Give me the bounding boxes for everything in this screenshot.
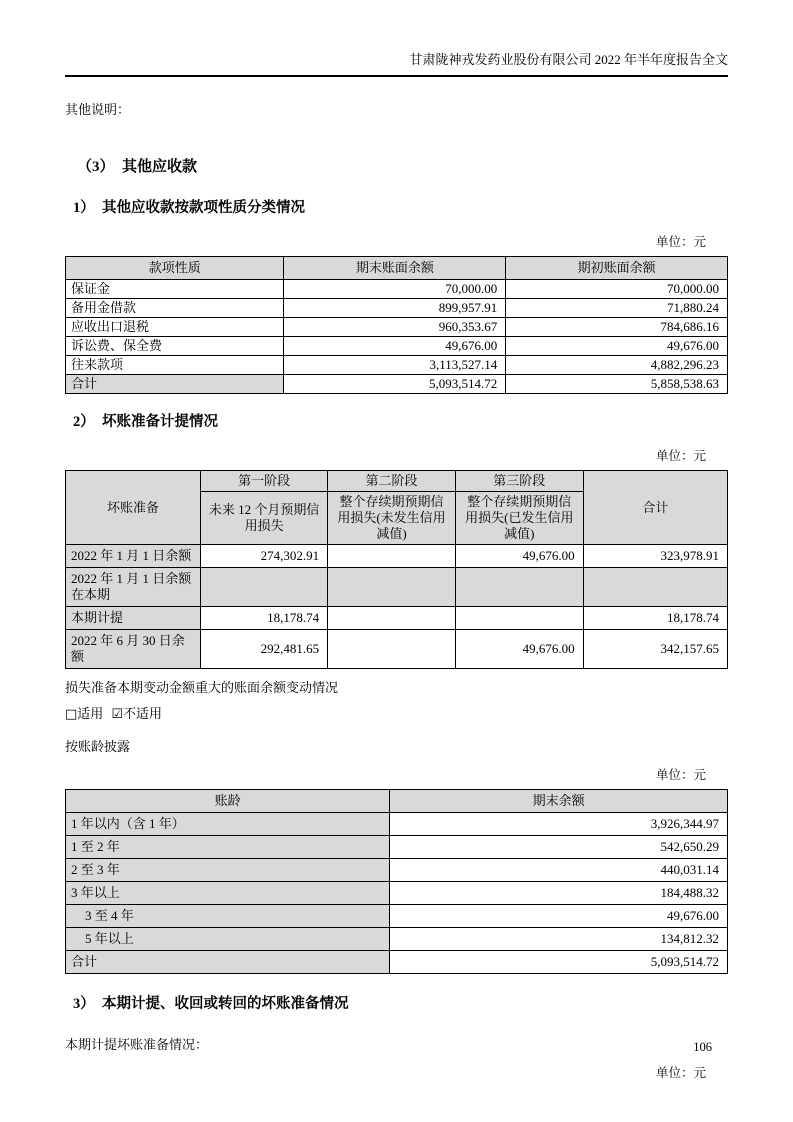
subsection-3-heading: 3） 本期计提、收回或转回的坏账准备情况 <box>73 996 349 1012</box>
row-label: 往来款项 <box>66 356 284 375</box>
row-label: 5 年以上 <box>66 928 390 951</box>
table-row <box>66 356 728 375</box>
row-label: 2022 年 6 月 30 日余额 <box>66 630 201 669</box>
cell-value: 5,093,514.72 <box>284 375 506 394</box>
section-3-heading: （3） 其他应收款 <box>77 159 198 175</box>
cell-value: 5,858,538.63 <box>506 375 728 394</box>
bad-debt-provision-table <box>65 470 728 669</box>
cell-value: 184,488.32 <box>390 882 728 905</box>
cell-value: 49,676.00 <box>506 337 728 356</box>
row-label: 本期计提 <box>66 607 201 630</box>
column-subheader: 整个存续期预期信用损失(未发生信用减值) <box>328 492 456 545</box>
checkbox-checked-icon: ☑ <box>111 707 123 722</box>
table-row <box>66 859 728 882</box>
cell-value: 292,481.65 <box>201 630 328 669</box>
column-subheader: 未来 12 个月预期信用损失 <box>201 492 328 545</box>
column-header: 期末余额 <box>390 790 728 813</box>
row-label: 1 年以内（含 1 年） <box>66 813 390 836</box>
other-receivables-by-nature-table <box>65 256 728 394</box>
cell-value <box>455 607 583 630</box>
cell-value <box>201 568 328 607</box>
cell-value: 342,157.65 <box>583 630 727 669</box>
cell-value: 323,978.91 <box>583 545 727 568</box>
row-label: 应收出口退税 <box>66 318 284 337</box>
column-header: 款项性质 <box>66 257 284 280</box>
unit-label: 单位：元 <box>655 768 706 782</box>
applicability-row <box>65 705 728 724</box>
table-row <box>66 630 728 669</box>
table-row <box>66 568 728 607</box>
cell-value <box>455 568 583 607</box>
row-label: 2 至 3 年 <box>66 859 390 882</box>
column-subheader: 整个存续期预期信用损失(已发生信用减值) <box>455 492 583 545</box>
row-label: 合计 <box>66 951 390 974</box>
corner-header: 坏账准备 <box>66 471 201 545</box>
cell-value: 784,686.16 <box>506 318 728 337</box>
table-row <box>66 318 728 337</box>
table-row <box>66 836 728 859</box>
doc-header-title: 甘肃陇神戎发药业股份有限公司 2022 年半年度报告全文 <box>65 52 728 77</box>
cell-value <box>328 568 456 607</box>
cell-value: 49,676.00 <box>390 905 728 928</box>
table-row <box>66 882 728 905</box>
unit-label: 单位：元 <box>655 449 706 463</box>
not-applicable-label: 不适用 <box>122 706 162 721</box>
column-header: 期末账面余额 <box>284 257 506 280</box>
column-header: 合计 <box>583 471 727 545</box>
aging-table <box>65 789 728 974</box>
cell-value: 71,880.24 <box>506 299 728 318</box>
cell-value <box>583 568 727 607</box>
not-applicable-option <box>111 706 162 721</box>
column-header: 期初账面余额 <box>506 257 728 280</box>
row-label: 诉讼费、保全费 <box>66 337 284 356</box>
row-label: 备用金借款 <box>66 299 284 318</box>
row-label: 保证金 <box>66 280 284 299</box>
cell-value: 440,031.14 <box>390 859 728 882</box>
unit-label: 单位：元 <box>655 1066 706 1080</box>
table-row <box>66 928 728 951</box>
column-header: 第三阶段 <box>455 471 583 492</box>
subsection-1-heading: 1） 其他应收款按款项性质分类情况 <box>73 200 305 216</box>
row-label: 3 年以上 <box>66 882 390 905</box>
cell-value: 3,926,344.97 <box>390 813 728 836</box>
table-header-row <box>66 257 728 280</box>
column-header: 第二阶段 <box>328 471 456 492</box>
table-header-row <box>66 790 728 813</box>
cell-value: 134,812.32 <box>390 928 728 951</box>
subsection-2-heading: 2） 坏账准备计提情况 <box>73 414 218 430</box>
row-label: 2022 年 1 月 1 日余额在本期 <box>66 568 201 607</box>
cell-value: 18,178.74 <box>583 607 727 630</box>
table-row <box>66 607 728 630</box>
table-row <box>66 905 728 928</box>
row-label: 1 至 2 年 <box>66 836 390 859</box>
cell-value: 49,676.00 <box>455 545 583 568</box>
cell-value: 5,093,514.72 <box>390 951 728 974</box>
row-label: 2022 年 1 月 1 日余额 <box>66 545 201 568</box>
table-row <box>66 813 728 836</box>
cell-value: 960,353.67 <box>284 318 506 337</box>
cell-value: 49,676.00 <box>455 630 583 669</box>
checkbox-unchecked-icon: □ <box>65 707 78 722</box>
table-total-row <box>66 375 728 394</box>
page-number: 106 <box>693 1040 712 1054</box>
table-row <box>66 299 728 318</box>
table-total-row <box>66 951 728 974</box>
cell-value: 70,000.00 <box>284 280 506 299</box>
aging-disclosure-note: 按账龄披露 <box>65 739 131 754</box>
applicable-label: 适用 <box>77 706 104 721</box>
cell-value: 3,113,527.14 <box>284 356 506 375</box>
column-header: 账龄 <box>66 790 390 813</box>
other-note: 其他说明： <box>65 102 131 117</box>
table-row <box>66 280 728 299</box>
cell-value <box>328 545 456 568</box>
cell-value <box>328 607 456 630</box>
cell-value: 49,676.00 <box>284 337 506 356</box>
provision-note: 本期计提坏账准备情况： <box>65 1037 209 1052</box>
cell-value: 4,882,296.23 <box>506 356 728 375</box>
table-row <box>66 545 728 568</box>
cell-value: 18,178.74 <box>201 607 328 630</box>
column-header: 第一阶段 <box>201 471 328 492</box>
cell-value: 899,957.91 <box>284 299 506 318</box>
cell-value: 274,302.91 <box>201 545 328 568</box>
applicable-option <box>65 706 103 721</box>
loss-change-note: 损失准备本期变动金额重大的账面余额变动情况 <box>65 680 339 695</box>
row-label: 合计 <box>66 375 284 394</box>
table-row <box>66 337 728 356</box>
table-header-row <box>66 471 728 492</box>
unit-label: 单位：元 <box>655 235 706 249</box>
row-label: 3 至 4 年 <box>66 905 390 928</box>
cell-value: 70,000.00 <box>506 280 728 299</box>
cell-value: 542,650.29 <box>390 836 728 859</box>
cell-value <box>328 630 456 669</box>
